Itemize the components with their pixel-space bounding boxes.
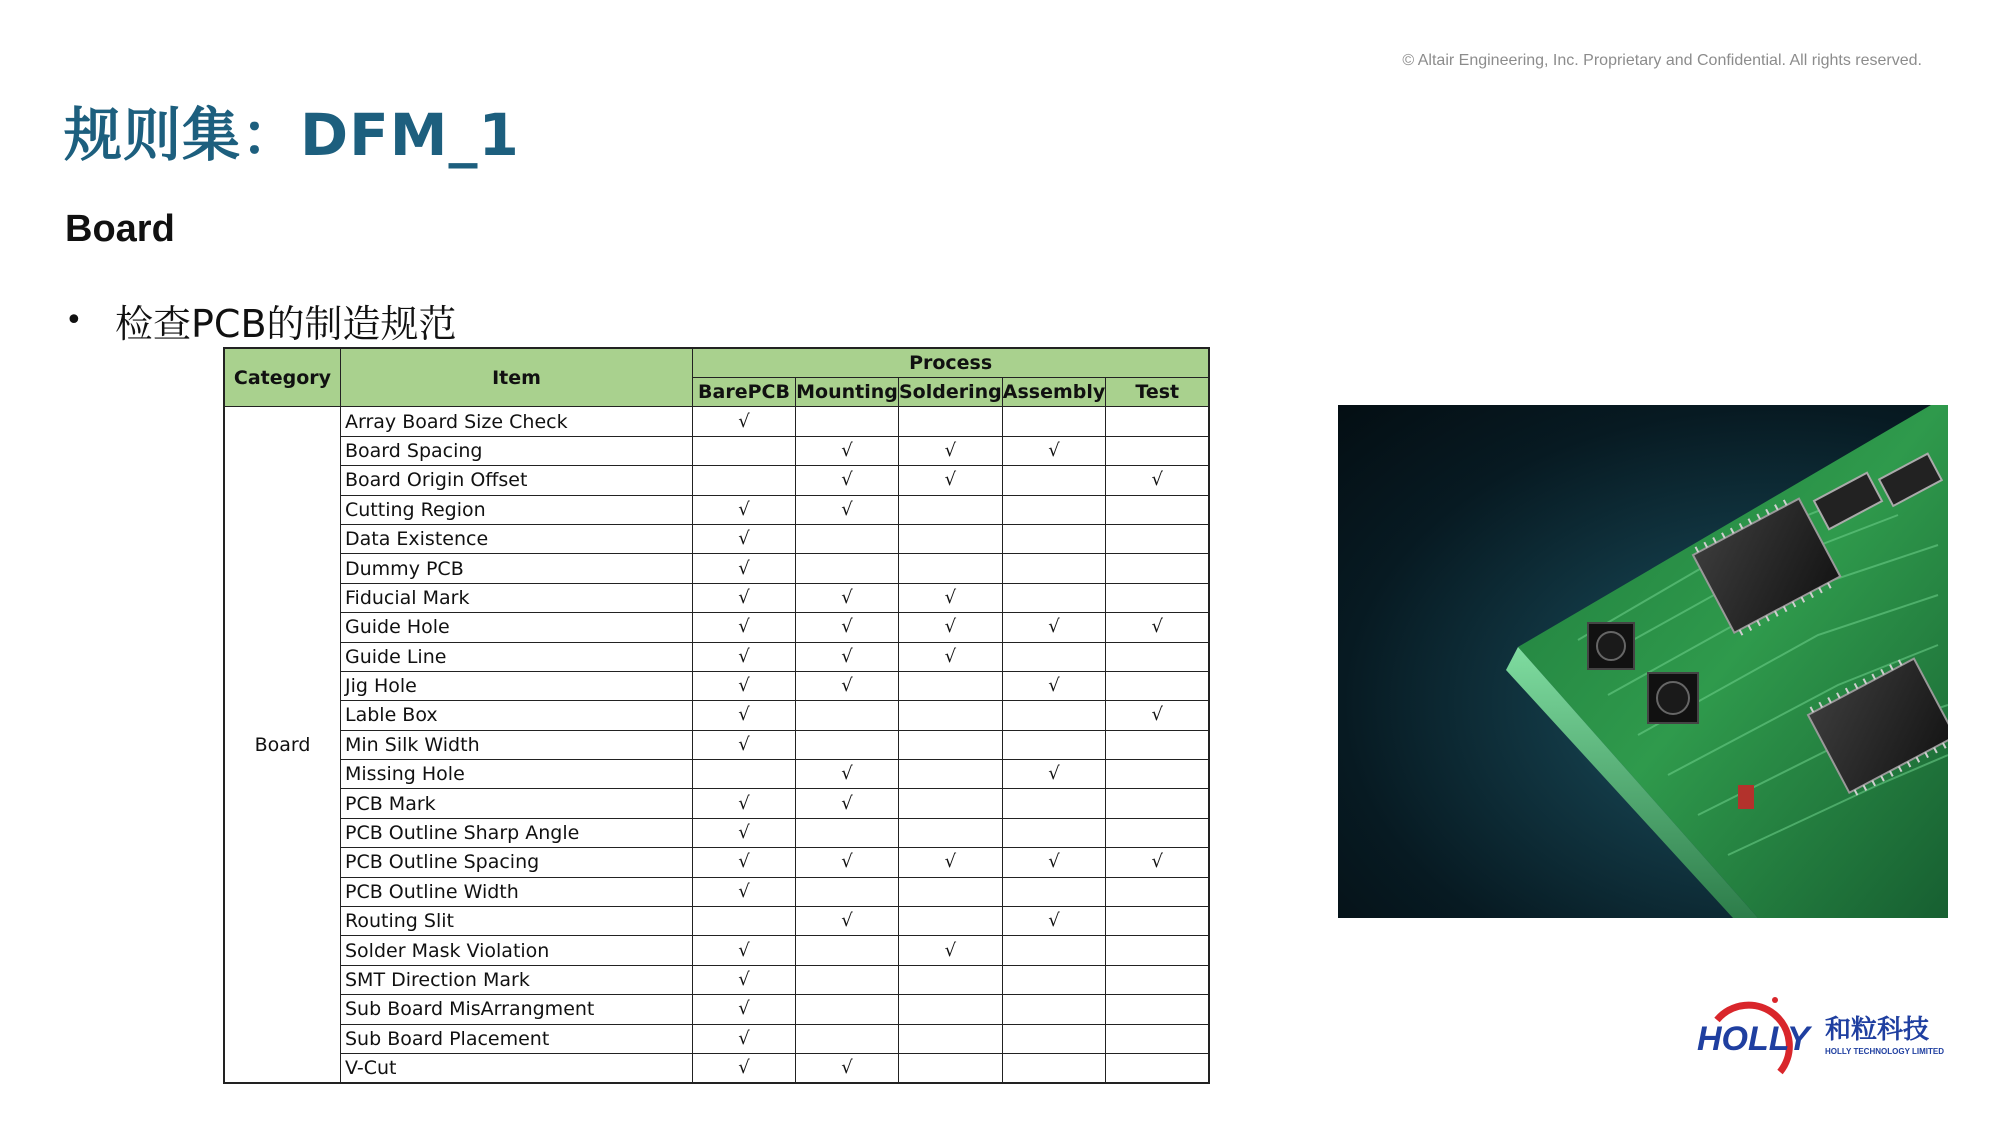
check-cell-mounting: √ bbox=[796, 495, 899, 524]
check-cell-assembly bbox=[1002, 524, 1106, 553]
check-cell-mounting: √ bbox=[796, 760, 899, 789]
check-cell-soldering: √ bbox=[899, 583, 1003, 612]
category-cell: Board bbox=[224, 407, 341, 1083]
table-row bbox=[224, 936, 1209, 965]
logo-chinese-name: 和粒科技 bbox=[1825, 1015, 1930, 1045]
check-cell-barepcb: √ bbox=[693, 671, 796, 700]
check-cell-barepcb: √ bbox=[693, 1024, 796, 1053]
check-cell-test bbox=[1106, 760, 1210, 789]
check-cell-soldering bbox=[899, 877, 1003, 906]
item-name-cell: Guide Line bbox=[341, 642, 693, 671]
check-cell-barepcb: √ bbox=[693, 1053, 796, 1083]
check-cell-barepcb: √ bbox=[693, 818, 796, 847]
check-cell-assembly: √ bbox=[1002, 907, 1106, 936]
item-name-cell: PCB Outline Width bbox=[341, 877, 693, 906]
item-name-cell: Routing Slit bbox=[341, 907, 693, 936]
item-name-cell: Solder Mask Violation bbox=[341, 936, 693, 965]
check-cell-mounting: √ bbox=[796, 466, 899, 495]
check-cell-test: √ bbox=[1106, 466, 1210, 495]
item-name-cell: V-Cut bbox=[341, 1053, 693, 1083]
logo-wordmark: HOLLY bbox=[1697, 1020, 1810, 1058]
check-cell-mounting: √ bbox=[796, 789, 899, 818]
check-cell-test bbox=[1106, 524, 1210, 553]
check-cell-barepcb: √ bbox=[693, 995, 796, 1024]
check-cell-test bbox=[1106, 1053, 1210, 1083]
header-barepcb: BarePCB bbox=[693, 378, 796, 407]
check-cell-mounting: √ bbox=[796, 436, 899, 465]
header-assembly: Assembly bbox=[1002, 378, 1106, 407]
check-cell-mounting: √ bbox=[796, 583, 899, 612]
item-name-cell: Dummy PCB bbox=[341, 554, 693, 583]
table-row bbox=[224, 583, 1209, 612]
header-test: Test bbox=[1106, 378, 1210, 407]
check-cell-test bbox=[1106, 407, 1210, 436]
check-cell-test: √ bbox=[1106, 848, 1210, 877]
item-name-cell: Board Origin Offset bbox=[341, 466, 693, 495]
check-cell-test bbox=[1106, 936, 1210, 965]
check-cell-test bbox=[1106, 818, 1210, 847]
table-row bbox=[224, 789, 1209, 818]
check-cell-barepcb: √ bbox=[693, 877, 796, 906]
logo-tagline: HOLLY TECHNOLOGY LIMITED bbox=[1825, 1047, 1944, 1056]
check-cell-mounting bbox=[796, 995, 899, 1024]
item-name-cell: Data Existence bbox=[341, 524, 693, 553]
item-name-cell: Array Board Size Check bbox=[341, 407, 693, 436]
check-cell-barepcb: √ bbox=[693, 848, 796, 877]
check-cell-assembly bbox=[1002, 789, 1106, 818]
item-name-cell: PCB Outline Sharp Angle bbox=[341, 818, 693, 847]
check-cell-barepcb: √ bbox=[693, 965, 796, 994]
item-name-cell: Board Spacing bbox=[341, 436, 693, 465]
table-row bbox=[224, 671, 1209, 700]
check-cell-soldering bbox=[899, 554, 1003, 583]
check-cell-test bbox=[1106, 642, 1210, 671]
check-cell-soldering: √ bbox=[899, 936, 1003, 965]
check-cell-test: √ bbox=[1106, 701, 1210, 730]
check-cell-soldering: √ bbox=[899, 613, 1003, 642]
item-name-cell: PCB Mark bbox=[341, 789, 693, 818]
check-cell-assembly bbox=[1002, 583, 1106, 612]
check-cell-soldering bbox=[899, 730, 1003, 759]
header-category: Category bbox=[224, 348, 341, 407]
header-mounting: Mounting bbox=[796, 378, 899, 407]
table-row bbox=[224, 760, 1209, 789]
check-cell-assembly bbox=[1002, 818, 1106, 847]
table-row bbox=[224, 818, 1209, 847]
check-cell-barepcb: √ bbox=[693, 495, 796, 524]
check-cell-test bbox=[1106, 995, 1210, 1024]
check-cell-assembly bbox=[1002, 965, 1106, 994]
table-row bbox=[224, 701, 1209, 730]
check-cell-soldering: √ bbox=[899, 848, 1003, 877]
check-cell-barepcb: √ bbox=[693, 407, 796, 436]
table-row bbox=[224, 613, 1209, 642]
bullet-text: 检查PCB的制造规范 bbox=[115, 302, 457, 346]
check-cell-test bbox=[1106, 907, 1210, 936]
check-cell-assembly: √ bbox=[1002, 848, 1106, 877]
check-cell-assembly bbox=[1002, 495, 1106, 524]
check-cell-soldering: √ bbox=[899, 466, 1003, 495]
check-cell-assembly bbox=[1002, 1053, 1106, 1083]
table-row bbox=[224, 1053, 1209, 1083]
check-cell-soldering bbox=[899, 789, 1003, 818]
check-cell-mounting: √ bbox=[796, 671, 899, 700]
header-process: Process bbox=[693, 348, 1210, 378]
check-cell-barepcb: √ bbox=[693, 642, 796, 671]
check-cell-soldering bbox=[899, 1024, 1003, 1053]
check-cell-mounting bbox=[796, 554, 899, 583]
check-cell-barepcb: √ bbox=[693, 554, 796, 583]
check-cell-assembly bbox=[1002, 407, 1106, 436]
pcb-board-photo bbox=[1338, 405, 1948, 918]
table-row bbox=[224, 436, 1209, 465]
check-cell-barepcb bbox=[693, 436, 796, 465]
check-cell-mounting: √ bbox=[796, 642, 899, 671]
check-cell-mounting bbox=[796, 877, 899, 906]
check-cell-mounting bbox=[796, 407, 899, 436]
table-row bbox=[224, 495, 1209, 524]
copyright-notice: © Altair Engineering, Inc. Proprietary and Confidential. All rights reserved. bbox=[1402, 52, 1922, 69]
check-cell-barepcb bbox=[693, 907, 796, 936]
item-name-cell: Guide Hole bbox=[341, 613, 693, 642]
check-cell-assembly bbox=[1002, 877, 1106, 906]
header-soldering: Soldering bbox=[899, 378, 1003, 407]
check-cell-assembly: √ bbox=[1002, 436, 1106, 465]
table-row bbox=[224, 407, 1209, 436]
check-cell-mounting bbox=[796, 730, 899, 759]
dfm-rules-table bbox=[223, 347, 1210, 1084]
check-cell-soldering: √ bbox=[899, 436, 1003, 465]
item-name-cell: Lable Box bbox=[341, 701, 693, 730]
check-cell-soldering bbox=[899, 701, 1003, 730]
check-cell-assembly bbox=[1002, 701, 1106, 730]
check-cell-test bbox=[1106, 730, 1210, 759]
item-name-cell: SMT Direction Mark bbox=[341, 965, 693, 994]
item-name-cell: Cutting Region bbox=[341, 495, 693, 524]
check-cell-test bbox=[1106, 554, 1210, 583]
table-row bbox=[224, 995, 1209, 1024]
check-cell-assembly bbox=[1002, 554, 1106, 583]
check-cell-soldering bbox=[899, 818, 1003, 847]
check-cell-soldering bbox=[899, 760, 1003, 789]
item-name-cell: Sub Board Placement bbox=[341, 1024, 693, 1053]
check-cell-mounting bbox=[796, 1024, 899, 1053]
check-cell-mounting bbox=[796, 818, 899, 847]
check-cell-soldering bbox=[899, 671, 1003, 700]
check-cell-test bbox=[1106, 436, 1210, 465]
check-cell-mounting: √ bbox=[796, 907, 899, 936]
check-cell-soldering bbox=[899, 907, 1003, 936]
table-row bbox=[224, 848, 1209, 877]
check-cell-test bbox=[1106, 1024, 1210, 1053]
item-name-cell: PCB Outline Spacing bbox=[341, 848, 693, 877]
check-cell-assembly: √ bbox=[1002, 613, 1106, 642]
check-cell-barepcb: √ bbox=[693, 613, 796, 642]
check-cell-soldering: √ bbox=[899, 642, 1003, 671]
check-cell-barepcb bbox=[693, 466, 796, 495]
bullet-dot-icon: • bbox=[65, 303, 83, 338]
item-name-cell: Fiducial Mark bbox=[341, 583, 693, 612]
check-cell-assembly bbox=[1002, 936, 1106, 965]
table-row bbox=[224, 466, 1209, 495]
item-name-cell: Sub Board MisArrangment bbox=[341, 995, 693, 1024]
table-row bbox=[224, 730, 1209, 759]
check-cell-test bbox=[1106, 965, 1210, 994]
check-cell-test bbox=[1106, 877, 1210, 906]
check-cell-barepcb: √ bbox=[693, 701, 796, 730]
check-cell-barepcb: √ bbox=[693, 936, 796, 965]
header-item: Item bbox=[341, 348, 693, 407]
table-row bbox=[224, 524, 1209, 553]
check-cell-barepcb: √ bbox=[693, 730, 796, 759]
check-cell-soldering bbox=[899, 965, 1003, 994]
check-cell-soldering bbox=[899, 407, 1003, 436]
check-cell-soldering bbox=[899, 1053, 1003, 1083]
check-cell-mounting: √ bbox=[796, 848, 899, 877]
check-cell-assembly bbox=[1002, 466, 1106, 495]
check-cell-assembly bbox=[1002, 642, 1106, 671]
item-name-cell: Jig Hole bbox=[341, 671, 693, 700]
check-cell-barepcb: √ bbox=[693, 583, 796, 612]
check-cell-soldering bbox=[899, 495, 1003, 524]
check-cell-mounting bbox=[796, 965, 899, 994]
holly-logo bbox=[1695, 990, 1955, 1090]
check-cell-assembly bbox=[1002, 995, 1106, 1024]
check-cell-test bbox=[1106, 583, 1210, 612]
check-cell-assembly bbox=[1002, 1024, 1106, 1053]
check-cell-mounting: √ bbox=[796, 613, 899, 642]
check-cell-barepcb bbox=[693, 760, 796, 789]
check-cell-mounting bbox=[796, 701, 899, 730]
item-name-cell: Missing Hole bbox=[341, 760, 693, 789]
check-cell-test bbox=[1106, 495, 1210, 524]
check-cell-assembly bbox=[1002, 730, 1106, 759]
table-row bbox=[224, 907, 1209, 936]
check-cell-test bbox=[1106, 671, 1210, 700]
check-cell-barepcb: √ bbox=[693, 789, 796, 818]
check-cell-test: √ bbox=[1106, 613, 1210, 642]
slide-title: 规则集：DFM_1 bbox=[64, 101, 520, 169]
check-cell-mounting bbox=[796, 524, 899, 553]
table-body bbox=[224, 407, 1209, 1083]
item-name-cell: Min Silk Width bbox=[341, 730, 693, 759]
table-row bbox=[224, 1024, 1209, 1053]
table-row bbox=[224, 554, 1209, 583]
check-cell-soldering bbox=[899, 524, 1003, 553]
check-cell-mounting: √ bbox=[796, 1053, 899, 1083]
table-row bbox=[224, 965, 1209, 994]
check-cell-assembly: √ bbox=[1002, 760, 1106, 789]
check-cell-soldering bbox=[899, 995, 1003, 1024]
table-row bbox=[224, 877, 1209, 906]
bullet-item bbox=[65, 293, 457, 348]
section-heading: Board bbox=[65, 208, 175, 250]
table-row bbox=[224, 642, 1209, 671]
check-cell-test bbox=[1106, 789, 1210, 818]
check-cell-barepcb: √ bbox=[693, 524, 796, 553]
check-cell-mounting bbox=[796, 936, 899, 965]
check-cell-assembly: √ bbox=[1002, 671, 1106, 700]
